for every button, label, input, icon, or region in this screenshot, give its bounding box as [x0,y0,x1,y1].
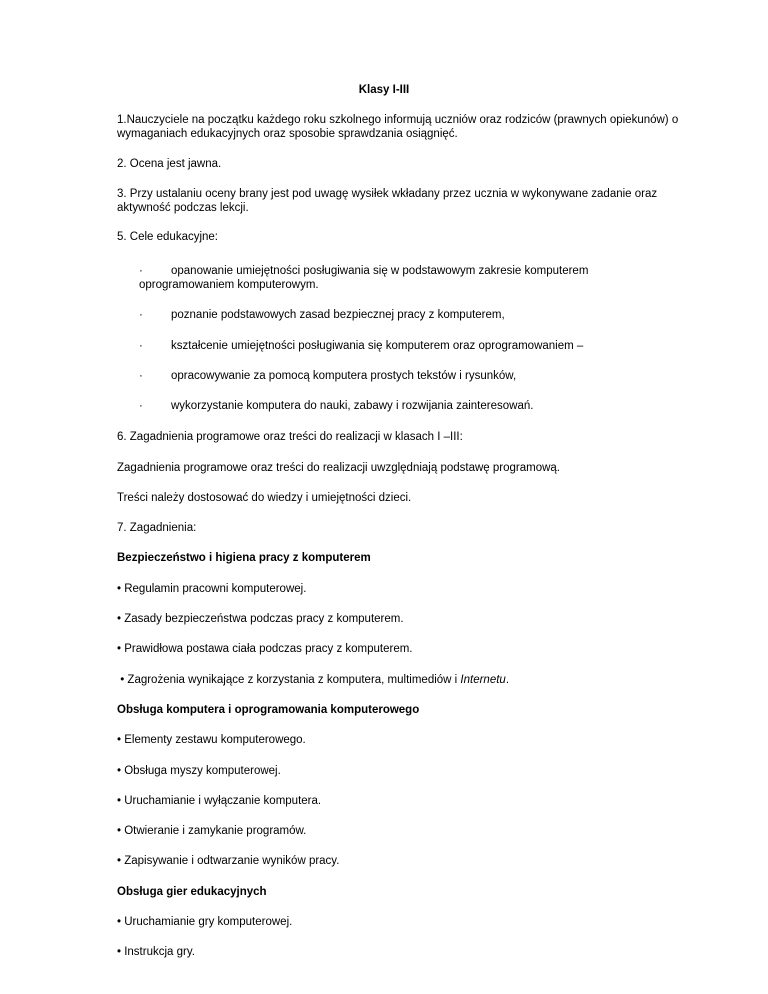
section-1-item-4-suffix: . [505,674,510,686]
goal-3-marker: · [139,340,143,352]
goal-5-marker: · [139,400,143,412]
section-1-item-2: • Zasady bezpieczeństwa podczas pracy z komputerem. [117,613,404,625]
section-3-heading: Obsługa gier edukacyjnych [117,886,267,898]
paragraph-6b: Treści należy dostosować do wiedzy i umiejętności dzieci. [117,492,412,504]
section-2-heading: Obsługa komputera i oprogramowania komputerowego [117,704,420,716]
section-1-item-1: • Regulamin pracowni komputerowej. [117,583,307,595]
section-1-item-3: • Prawidłowa postawa ciała podczas pracy z komputerem. [117,643,413,655]
goal-2-marker: · [139,309,143,321]
section-3-item-2: • Instrukcja gry. [117,946,195,958]
goal-1-marker: · [139,265,143,277]
paragraph-3-line-1: 3. Przy ustalaniu oceny brany jest pod uwagę wysiłek wkładany przez ucznia w wykonywane zadanie oraz [117,188,658,200]
paragraph-1-line-2: wymaganiach edukacyjnych oraz sposobie sprawdzania osiągnięć. [117,128,458,140]
paragraph-6a: Zagadnienia programowe oraz treści do realizacji uwzględniają podstawę programową. [117,462,560,474]
section-1-item-4 [117,673,509,687]
section-2-item-2: • Obsługa myszy komputerowej. [117,765,281,777]
section-2-item-5: • Zapisywanie i odtwarzanie wyników pracy. [117,855,340,867]
paragraph-1-line-1: 1.Nauczyciele na początku każdego roku szkolnego informują uczniów oraz rodziców (prawnych opiekunów) o [117,114,679,126]
goal-3: kształcenie umiejętności posługiwania się komputerem oraz oprogramowaniem – [171,340,584,352]
goal-4: opracowywanie za pomocą komputera prostych tekstów i rysunków, [171,370,517,382]
paragraph-5-heading: 5. Cele edukacyjne: [117,231,219,243]
goal-1-line-1: opanowanie umiejętności posługiwania się w podstawowym zakresie komputerem [171,265,589,277]
section-1-heading: Bezpieczeństwo i higiena pracy z komputerem [117,552,371,564]
page-title: Klasy I-III [358,84,410,96]
section-2-item-4: • Otwieranie i zamykanie programów. [117,825,307,837]
paragraph-2: 2. Ocena jest jawna. [117,158,222,170]
section-3-item-1: • Uruchamianie gry komputerowej. [117,916,293,928]
section-2-item-3: • Uruchamianie i wyłączanie komputera. [117,795,322,807]
section-1-item-4-prefix: • Zagrożenia wynikające z korzystania z komputera, multimediów i [117,674,461,686]
goal-4-marker: · [139,370,143,382]
paragraph-3-line-2: aktywność podczas lekcji. [117,202,249,214]
goal-1-line-2: oprogramowaniem komputerowym. [139,279,319,291]
goal-2: poznanie podstawowych zasad bezpiecznej pracy z komputerem, [171,309,505,321]
goal-5: wykorzystanie komputera do nauki, zabawy i rozwijania zainteresowań. [171,400,534,412]
section-1-item-4-italic: Internetu [460,674,506,686]
section-2-item-1: • Elementy zestawu komputerowego. [117,734,306,746]
paragraph-7-heading: 7. Zagadnienia: [117,522,197,534]
paragraph-6-heading: 6. Zagadnienia programowe oraz treści do realizacji w klasach I –III: [117,431,463,443]
